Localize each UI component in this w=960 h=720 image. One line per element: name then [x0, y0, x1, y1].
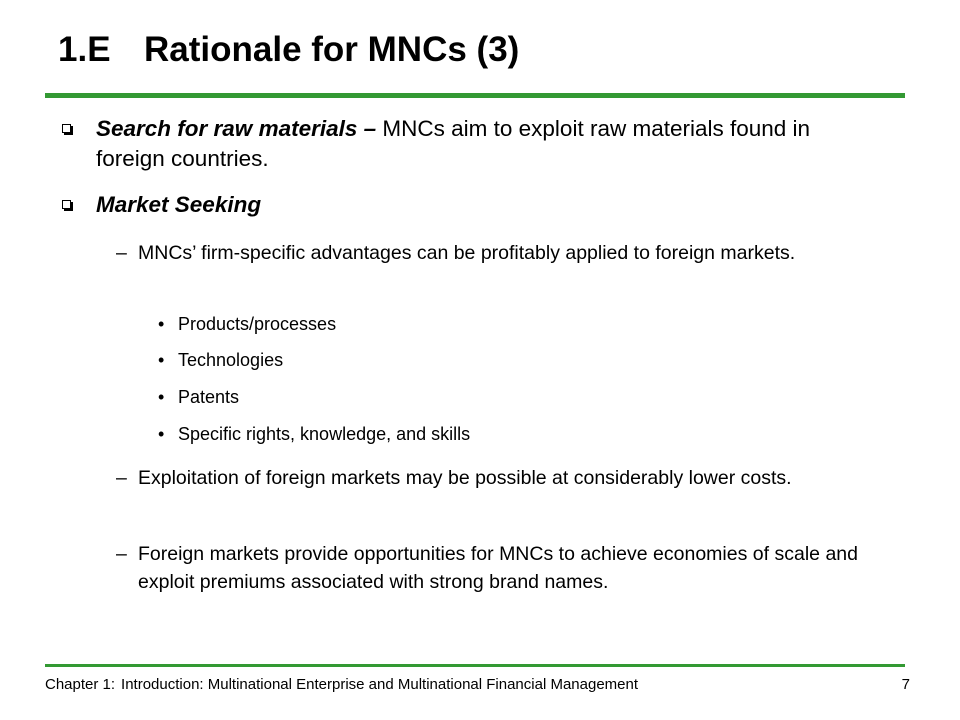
- dot-marker: •: [158, 387, 165, 407]
- footer-caption: [45, 676, 638, 693]
- dot-marker: •: [158, 350, 165, 370]
- bullet-text: MNCs aim to exploit raw materials found in foreign countries.: [96, 116, 811, 171]
- list-item-text: Specific rights, knowledge, and skills: [178, 424, 471, 444]
- dash-marker: –: [116, 242, 127, 264]
- list-item: [158, 422, 471, 446]
- dash-marker: –: [116, 543, 127, 565]
- bullet-raw-materials: [96, 114, 856, 174]
- checkbox-bullet-icon: [62, 200, 71, 209]
- footer-divider: [45, 664, 905, 667]
- checkbox-bullet-icon: [62, 124, 71, 133]
- title-number: 1.E: [58, 30, 111, 69]
- dot-marker: •: [158, 424, 165, 444]
- list-item-text: Patents: [178, 387, 240, 407]
- list-item: [158, 348, 284, 372]
- title-text: Rationale for MNCs (3): [144, 30, 520, 69]
- slide-title: [58, 30, 519, 70]
- sub-bullet-text: Exploitation of foreign markets may be possible at considerably lower costs.: [138, 467, 792, 489]
- bullet-heading: Market Seeking: [96, 192, 262, 217]
- sub-bullet-advantages: [116, 239, 858, 267]
- list-item-text: Technologies: [178, 350, 284, 370]
- list-item: [158, 312, 337, 336]
- dot-marker: •: [158, 314, 165, 334]
- footer-chapter: Chapter 1:: [45, 676, 116, 693]
- title-divider: [45, 93, 905, 98]
- bullet-market-seeking: [96, 190, 856, 220]
- sub-bullet-text: Foreign markets provide opportunities for MNCs to achieve economies of scale and exploit premiums associated with strong brand names.: [138, 543, 858, 593]
- sub-bullet-text: MNCs’ firm-specific advantages can be profitably applied to foreign markets.: [138, 242, 796, 264]
- sub-bullet-lower-costs: [116, 464, 858, 492]
- bullet-heading: Search for raw materials –: [96, 116, 377, 141]
- dash-marker: –: [116, 467, 127, 489]
- list-item-text: Products/processes: [178, 314, 337, 334]
- sub-bullet-economies-of-scale: [116, 540, 858, 596]
- footer-title: Introduction: Multinational Enterprise and Multinational Financial Management: [121, 676, 639, 693]
- page-number: 7: [901, 676, 910, 693]
- list-item: [158, 385, 240, 409]
